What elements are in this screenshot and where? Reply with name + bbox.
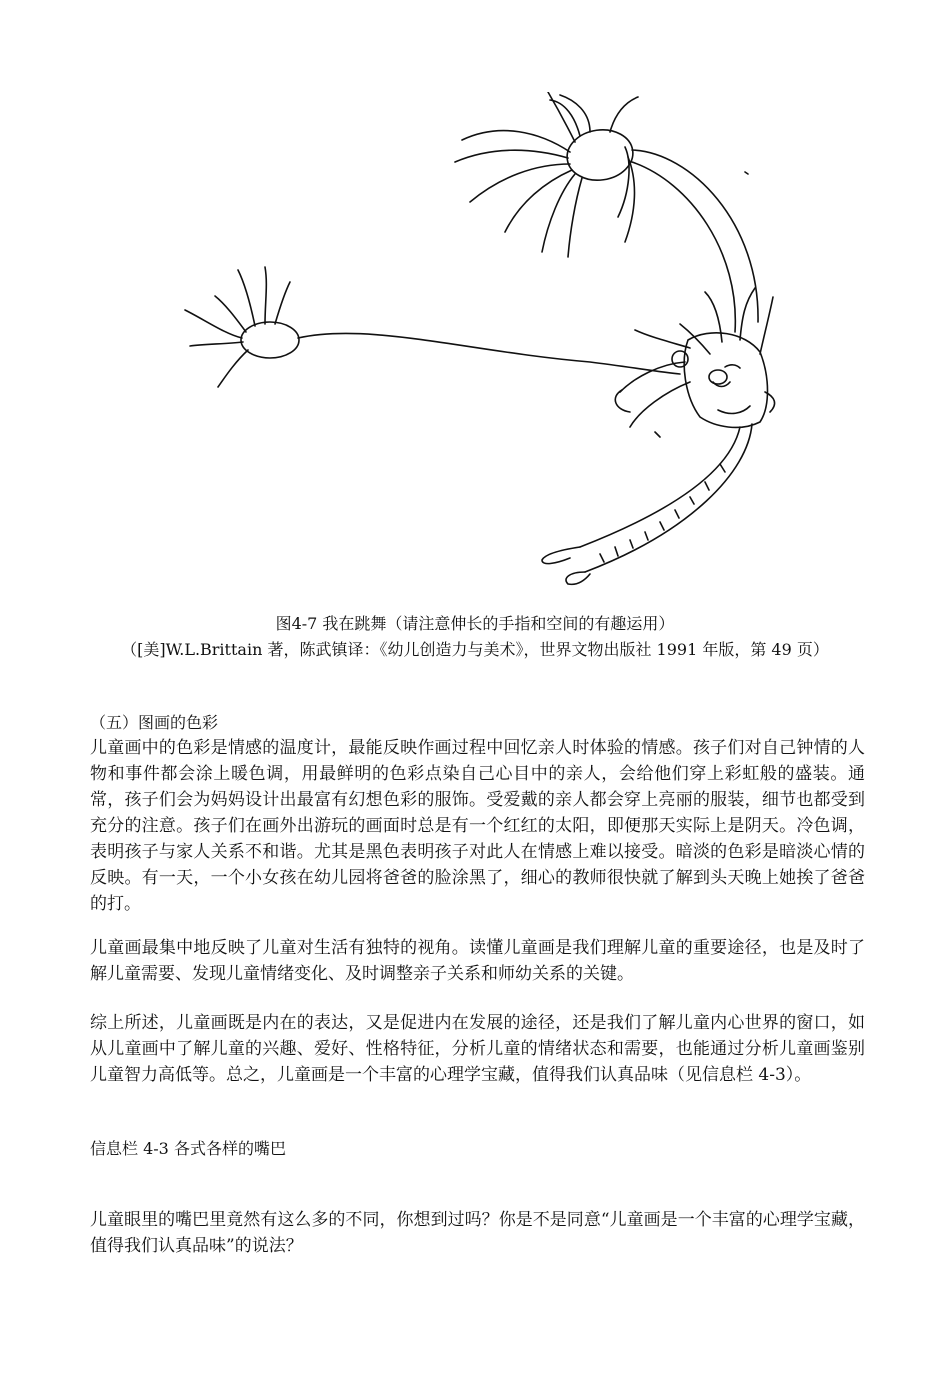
child-drawing-dancing-figure-icon [170,92,790,592]
figure-caption: 图4-7 我在跳舞（请注意伸长的手指和空间的有趣运用） [275,614,675,633]
infobox-question-text: 儿童眼里的嘴巴里竟然有这么多的不同，你想到过吗？你是不是同意“儿童画是一个丰富的心理学宝藏，值得我们认真品味”的说法？ [90,1210,865,1256]
figure-source: （[美]W.L.Brittain 著，陈武镇译：《幼儿创造力与美术》，世界文物出版社 1991 年版，第 49 页） [121,640,829,659]
paragraph-text: 综上所述，儿童画既是内在的表达，又是促进内在发展的途径，还是我们了解儿童内心世界的窗口，如从儿童画中了解儿童的兴趣、爱好、性格特征，分析儿童的情绪状态和需要，也能通过分析儿童画鉴别儿童智力高低等。总之，儿童画是一个丰富的心理学宝藏，值得我们认真品味（见信息栏 4-3）。 [90,1013,865,1085]
paragraph [90,735,865,917]
paragraph [90,1010,865,1088]
paragraph [90,935,865,987]
infobox-question [90,1207,865,1259]
child-drawing-figure [170,92,790,592]
infobox-title: 信息栏 4-3 各式各样的嘴巴 [90,1139,286,1158]
paragraph-text: 儿童画最集中地反映了儿童对生活有独特的视角。读懂儿童画是我们理解儿童的重要途径，也是及时了解儿童需要、发现儿童情绪变化、及时调整亲子关系和师幼关系的关键。 [90,938,865,984]
paragraph-text: 儿童画中的色彩是情感的温度计，最能反映作画过程中回忆亲人时体验的情感。孩子们对自己钟情的人物和事件都会涂上暖色调，用最鲜明的色彩点染自己心目中的亲人，会给他们穿上彩虹般的盛装。通常，孩子们会为妈妈设计出最富有幻想色彩的服饰。受爱戴的亲人都会穿上亮丽的服装，细节也都受到充分的注意。孩子们在画外出游玩的画面时总是有一个红红的太阳，即便那天实际上是阴天。冷色调，表明孩子与家人关系不和谐。尤其是黑色表明孩子对此人在情感上难以接受。暗淡的色彩是暗淡心情的反映。有一天，一个小女孩在幼儿园将爸爸的脸涂黑了，细心的教师很快就了解到头天晚上她挨了爸爸的打。 [90,738,865,914]
section-heading: （五）图画的色彩 [90,713,219,732]
